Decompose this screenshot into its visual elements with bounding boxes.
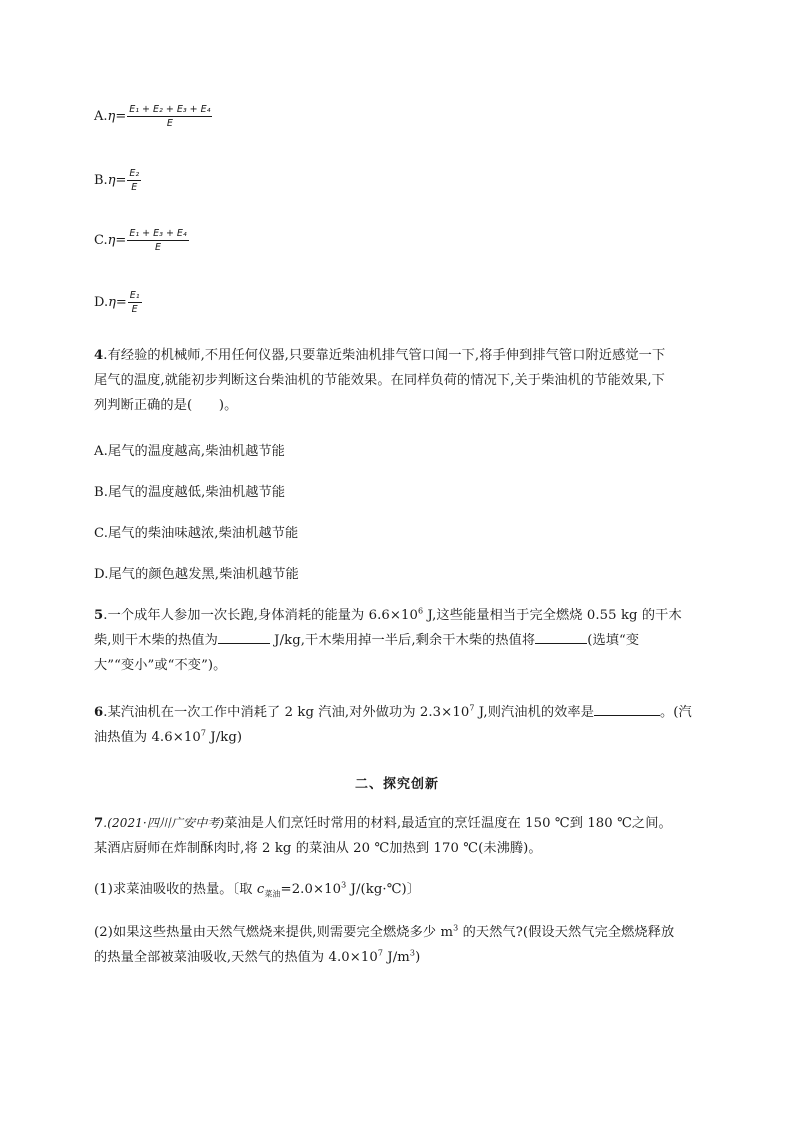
q5-line-2 bbox=[94, 628, 704, 653]
q5-text: J,这些能量相当于完全燃烧 0.55 kg 的干木 bbox=[423, 608, 682, 623]
q5-text: .一个成年人参加一次长跑,身体消耗的能量为 6.6×10 bbox=[103, 608, 419, 623]
option-letter: D. bbox=[94, 295, 109, 310]
eta-symbol: η= bbox=[108, 295, 127, 310]
question-number: 4 bbox=[94, 348, 104, 363]
exponent: 3 bbox=[453, 923, 459, 933]
fraction bbox=[128, 290, 142, 315]
q4-line-1 bbox=[94, 343, 704, 368]
answer-blank[interactable] bbox=[535, 631, 587, 644]
option-letter: A. bbox=[94, 109, 108, 124]
q5-line-1 bbox=[94, 603, 704, 628]
fraction bbox=[127, 104, 212, 129]
q4-stem-1: .有经验的机械师,不用任何仪器,只要靠近柴油机排气管口闻一下,将手伸到排气管口附近感觉一下 bbox=[103, 348, 666, 363]
q7-text: 菜油是人们烹饪时常用的材料,最适宜的烹饪温度在 150 ℃到 180 ℃之间。 bbox=[224, 816, 672, 831]
section-title: 二、探究创新 bbox=[354, 777, 439, 792]
numerator: E₁ + E₂ + E₃ + E₄ bbox=[129, 104, 211, 115]
option-letter: B. bbox=[94, 173, 108, 188]
numerator: E₂ bbox=[129, 168, 140, 179]
exponent: 7 bbox=[200, 728, 207, 738]
exponent: 7 bbox=[469, 703, 475, 713]
denominator: E bbox=[155, 242, 162, 253]
q7-text: =2.0×10 bbox=[280, 882, 342, 897]
exponent: 6 bbox=[418, 606, 424, 616]
q7-text: 的热量全部被菜油吸收,天然气的热值为 4.0×10 bbox=[94, 950, 378, 965]
variable-c: c bbox=[256, 882, 265, 897]
q7-text: (1)求菜油吸收的热量。〔取 bbox=[94, 882, 257, 897]
question-number: 7 bbox=[94, 816, 104, 831]
question-5 bbox=[94, 603, 704, 678]
q7-sub2-line-2 bbox=[94, 945, 704, 970]
q6-text: .某汽油机在一次工作中消耗了 2 kg 汽油,对外做功为 2.3×10 bbox=[103, 705, 470, 720]
subscript: 菜油 bbox=[264, 889, 281, 899]
q6-line-1 bbox=[94, 700, 704, 725]
q6-line-2 bbox=[94, 725, 704, 750]
eta-symbol: η= bbox=[107, 173, 127, 188]
q7-subquestion-1 bbox=[94, 877, 704, 902]
q4-option-d: D.尾气的颜色越发黑,柴油机越节能 bbox=[94, 567, 299, 582]
fraction bbox=[127, 228, 188, 253]
eta-symbol: η= bbox=[107, 233, 127, 248]
question-7 bbox=[94, 811, 704, 861]
q7-sub2-line-1 bbox=[94, 920, 704, 945]
q7-text: (2)如果这些热量由天然气燃烧来提供,则需要完全燃烧多少 m bbox=[94, 925, 454, 940]
q4-option-c: C.尾气的柴油味越浓,柴油机越节能 bbox=[94, 526, 299, 541]
numerator: E₁ + E₃ + E₄ bbox=[129, 228, 187, 239]
q7-text: J/m bbox=[383, 950, 410, 965]
question-source: .(2021·四川广安中考) bbox=[103, 816, 225, 830]
q7-line-1 bbox=[94, 811, 704, 836]
answer-blank[interactable] bbox=[218, 631, 270, 644]
q4-stem-2: 尾气的温度,就能初步判断这台柴油机的节能效果。在同样负荷的情况下,关于柴油机的节能效果,下 bbox=[94, 373, 665, 388]
denominator: E bbox=[131, 304, 138, 315]
option-a bbox=[94, 104, 212, 129]
q7-text: J/(kg·℃)〕 bbox=[346, 882, 421, 897]
q5-text: J/kg,干木柴用掉一半后,剩余干木柴的热值将 bbox=[269, 633, 536, 648]
q7-text: 的天然气?(假设天然气完全燃烧释放 bbox=[458, 925, 675, 940]
numerator: E₁ bbox=[129, 290, 140, 301]
option-d bbox=[94, 290, 142, 315]
option-c bbox=[94, 228, 189, 253]
q4-option-b: B.尾气的温度越低,柴油机越节能 bbox=[94, 485, 286, 500]
exponent: 3 bbox=[341, 880, 347, 890]
q7-subquestion-2 bbox=[94, 920, 704, 970]
q5-text: (选填“变 bbox=[587, 633, 640, 648]
q4-stem-3: 列判断正确的是( )。 bbox=[94, 398, 238, 413]
q6-text: 。(汽 bbox=[660, 705, 692, 720]
q7-text: ) bbox=[415, 950, 421, 965]
question-4 bbox=[94, 343, 704, 418]
q6-text: 油热值为 4.6×10 bbox=[94, 730, 201, 745]
q6-text: J/kg) bbox=[206, 730, 243, 745]
q6-text: J,则汽油机的效率是 bbox=[474, 705, 595, 720]
option-letter: C. bbox=[94, 233, 108, 248]
q5-text: 柴,则干木柴的热值为 bbox=[94, 633, 218, 648]
question-number: 6 bbox=[94, 705, 104, 720]
q5-line-3: 大”“变小”或“不变”)。 bbox=[94, 658, 227, 673]
denominator: E bbox=[166, 118, 173, 129]
q4-option-a: A.尾气的温度越高,柴油机越节能 bbox=[94, 444, 285, 459]
exponent: 7 bbox=[377, 948, 384, 958]
answer-blank[interactable] bbox=[594, 703, 660, 716]
question-6 bbox=[94, 700, 704, 750]
q7-line-2: 某酒店厨师在炸制酥肉时,将 2 kg 的菜油从 20 ℃加热到 170 ℃(未沸腾)。 bbox=[94, 841, 542, 856]
question-number: 5 bbox=[94, 608, 104, 623]
fraction bbox=[127, 168, 141, 193]
exponent: 3 bbox=[409, 948, 416, 958]
denominator: E bbox=[131, 182, 138, 193]
option-b bbox=[94, 168, 141, 193]
eta-symbol: η= bbox=[107, 109, 127, 124]
